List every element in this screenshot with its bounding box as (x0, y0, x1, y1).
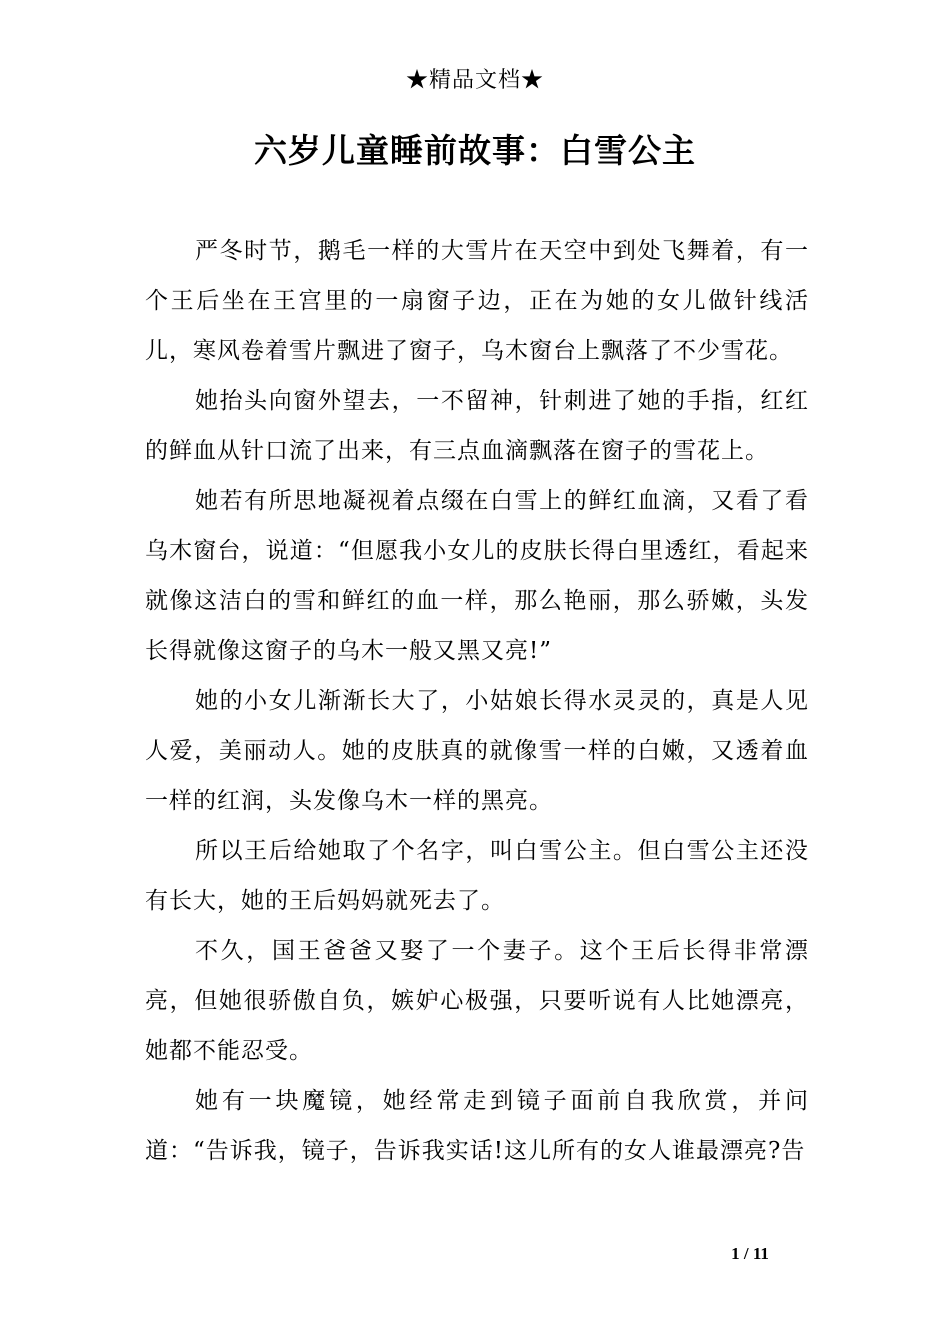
document-body (145, 226, 809, 1176)
paragraph: 她抬头向窗外望去，一不留神，针刺进了她的手指，红红的鲜血从针口流了出来，有三点血滴飘落在窗子的雪花上。 (145, 388, 809, 464)
paragraph: 她的小女儿渐渐长大了，小姑娘长得水灵灵的，真是人见人爱，美丽动人。她的皮肤真的就像雪一样的白嫩，又透着血一样的红润，头发像乌木一样的黑亮。 (145, 688, 809, 814)
page-number: 1 / 11 (731, 1244, 769, 1263)
paragraph: 不久，国王爸爸又娶了一个妻子。这个王后长得非常漂亮，但她很骄傲自负，嫉妒心极强，只要听说有人比她漂亮，她都不能忍受。 (145, 938, 809, 1064)
paragraph: 她有一块魔镜，她经常走到镜子面前自我欣赏，并问道：“告诉我，镜子，告诉我实话!这儿所有的女人谁最漂亮?告 (145, 1088, 809, 1164)
document-title: 六岁儿童睡前故事：白雪公主 (254, 131, 696, 170)
paragraph: 严冬时节，鹅毛一样的大雪片在天空中到处飞舞着，有一个王后坐在王宫里的一扇窗子边，正在为她的女儿做针线活儿，寒风卷着雪片飘进了窗子，乌木窗台上飘落了不少雪花。 (145, 238, 809, 364)
paragraph: 所以王后给她取了个名字，叫白雪公主。但白雪公主还没有长大，她的王后妈妈就死去了。 (145, 838, 809, 914)
paragraph: 她若有所思地凝视着点缀在白雪上的鲜红血滴，又看了看乌木窗台，说道：“但愿我小女儿的皮肤长得白里透红，看起来就像这洁白的雪和鲜红的血一样，那么艳丽，那么骄嫩，头发长得就像这窗子的乌木一般又黑又亮!” (145, 488, 809, 664)
header-mark: ★精品文档★ (405, 68, 544, 93)
